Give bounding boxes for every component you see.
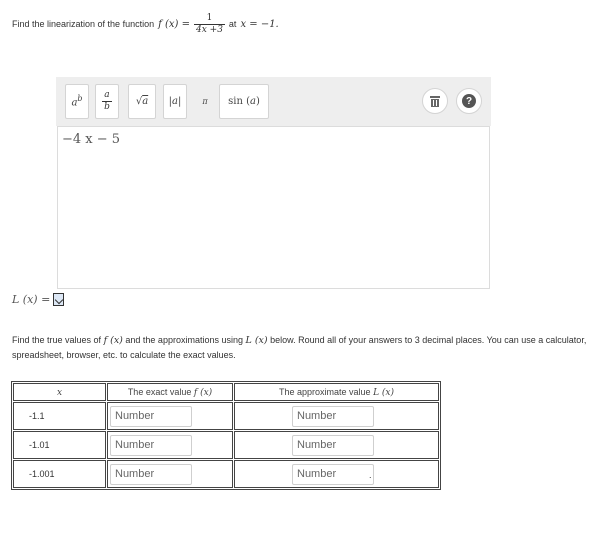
math-editor <box>56 77 491 289</box>
results-table <box>11 381 441 490</box>
trash-icon <box>430 96 440 107</box>
fraction-denominator: 4x +3 <box>195 24 223 35</box>
exact-value-input[interactable] <box>110 435 192 456</box>
trash-button[interactable] <box>422 88 448 114</box>
table-row <box>13 431 439 459</box>
sin-button[interactable]: sin (a) <box>219 84 269 119</box>
x-value: -1.1 <box>13 402 106 430</box>
function-label: f (x) = <box>158 18 190 30</box>
table-row <box>13 460 439 488</box>
approx-value-input[interactable] <box>292 435 374 456</box>
table-row <box>13 402 439 430</box>
answer-row <box>12 293 64 306</box>
x-value: -1.01 <box>13 431 106 459</box>
at-text: at <box>228 19 237 29</box>
preview-icon[interactable] <box>53 293 64 306</box>
exact-value-input[interactable] <box>110 406 192 427</box>
table-header-row <box>13 383 439 401</box>
help-icon: ? <box>462 94 476 108</box>
math-input-value: −4 x − 5 <box>62 132 121 147</box>
approx-value-input[interactable] <box>292 464 374 485</box>
point-value: x = −1. <box>240 18 279 30</box>
answer-label: L (x) = <box>12 293 51 306</box>
header-x: x <box>13 383 106 401</box>
sqrt-button[interactable]: √a <box>128 84 156 119</box>
trailing-mark: . <box>369 470 372 480</box>
instructions: Find the true values of f (x) and the approximations using L (x) below. Round all of your answers to 3 decimal places. You can use a calculator, spreadsheet, browser, etc. to calculate the exact values. <box>12 335 587 360</box>
fraction-button[interactable]: $\frac{a}{b}$ <box>95 84 119 119</box>
header-approx: The approximate value L (x) <box>234 383 439 401</box>
help-button[interactable] <box>456 88 482 114</box>
pi-button[interactable]: π <box>202 97 208 106</box>
question-prefix: Find the linearization of the function <box>12 19 155 29</box>
approx-value-input[interactable] <box>292 406 374 427</box>
fraction-numerator: 1 <box>206 12 213 23</box>
math-input-area[interactable] <box>57 126 490 289</box>
abs-button[interactable]: |a| <box>163 84 187 119</box>
math-toolbar <box>56 77 491 126</box>
header-exact: The exact value f (x) <box>107 383 233 401</box>
function-fraction <box>194 14 225 35</box>
x-value: -1.001 <box>13 460 106 488</box>
exact-value-input[interactable] <box>110 464 192 485</box>
power-button[interactable]: $a^b$ <box>65 84 89 119</box>
question-text <box>12 10 279 38</box>
